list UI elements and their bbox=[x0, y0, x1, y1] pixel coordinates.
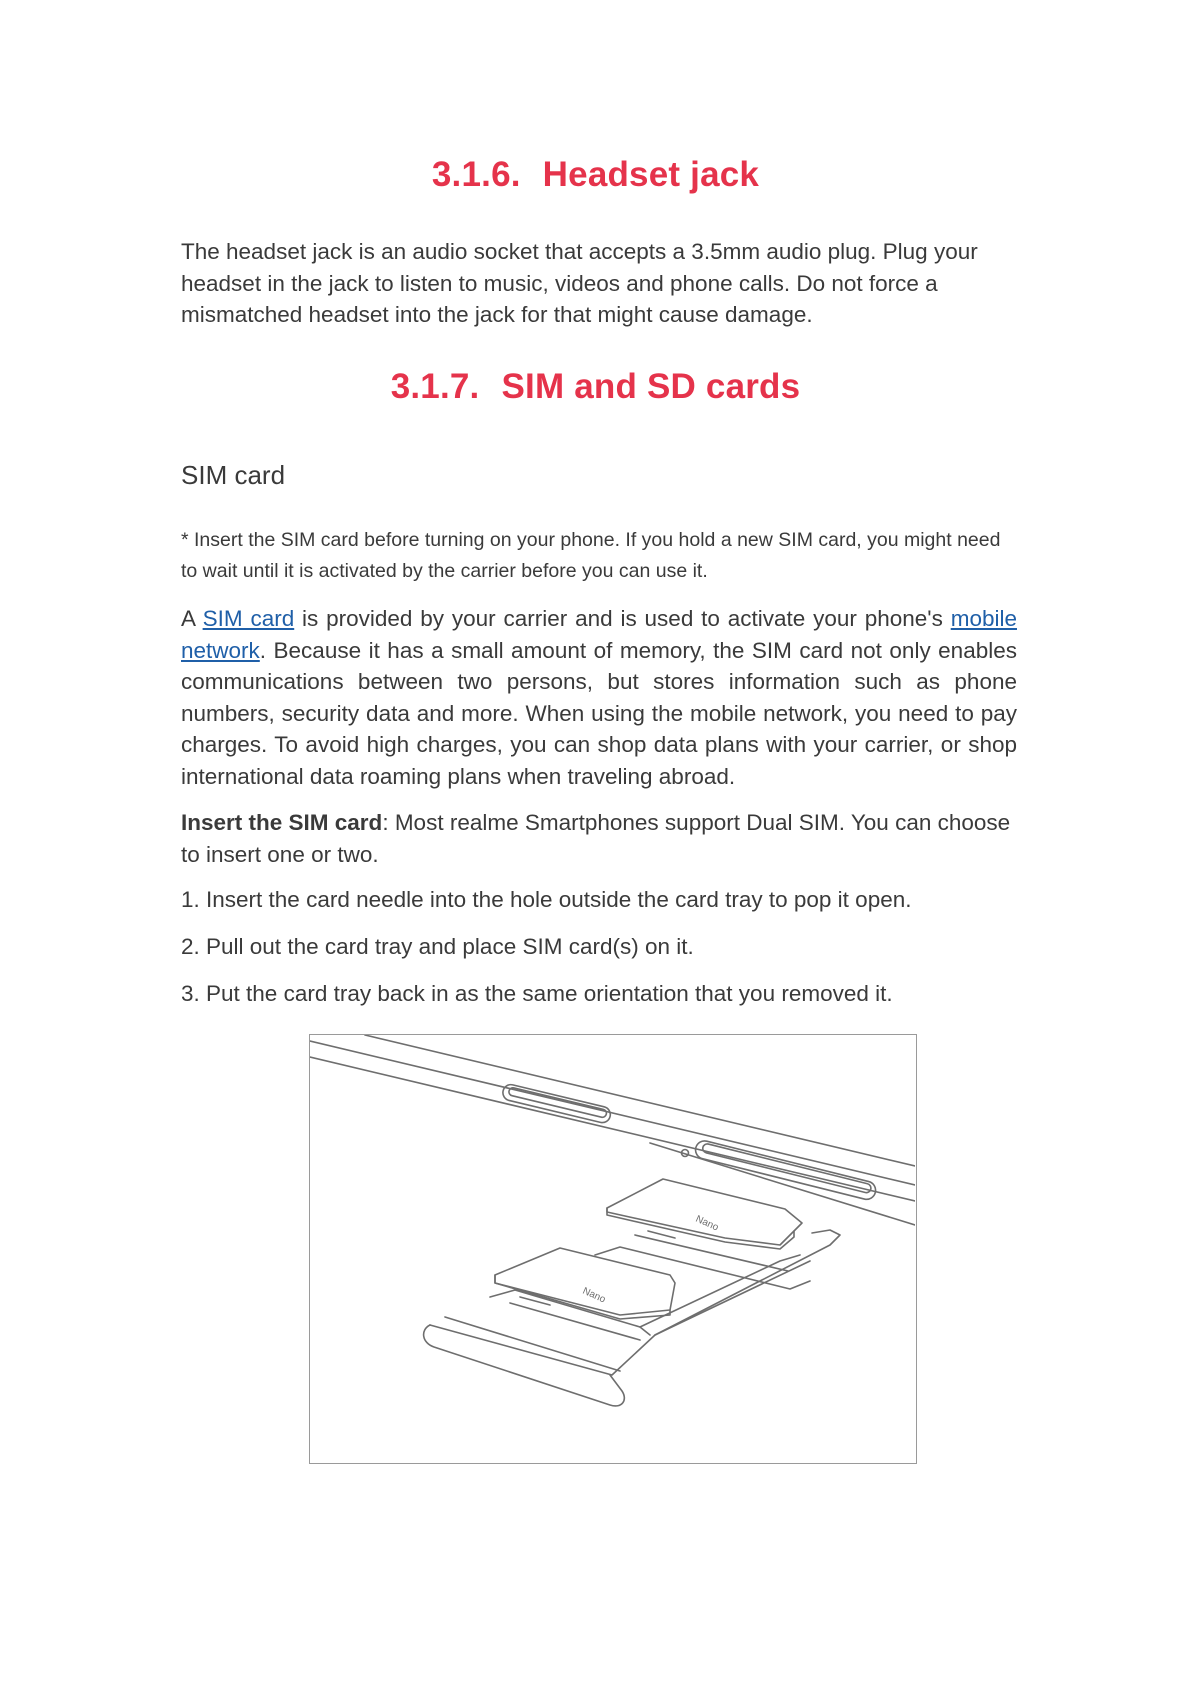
heading-sim-sd-cards bbox=[0, 367, 1191, 407]
section-number: 3.1.7. bbox=[390, 367, 480, 406]
card-label-1: Nano bbox=[580, 1285, 608, 1306]
section-title: Headset jack bbox=[542, 155, 760, 194]
section-title: SIM and SD cards bbox=[501, 367, 801, 406]
sim-card-note: * Insert the SIM card before turning on your phone. If you hold a new SIM card, you might need to wait until it is activated by the carrier before you can use it. bbox=[181, 529, 1001, 582]
section-number: 3.1.6. bbox=[431, 155, 521, 194]
network-link-part: network bbox=[181, 637, 260, 663]
text-rest: . Because it has a small amount of memory, the SIM card not only enables communications between two persons, but stores information such as phone numbers, security data and more. When using the mobile network, you need to pay charges. To avoid high charges, you can shop data plans with your carrier, or shop international data roaming plans when traveling abroad. bbox=[181, 637, 1017, 789]
tray-handle bbox=[424, 1325, 625, 1406]
sim-card-link[interactable]: SIM card bbox=[202, 606, 295, 631]
headset-jack-paragraph: The headset jack is an audio socket that accepts a 3.5mm audio plug. Plug your headset in the jack to listen to music, videos and phone calls. Do not force a mismatched headset into the jack for that might cause damage. bbox=[181, 239, 978, 327]
tray-divider bbox=[655, 1261, 810, 1335]
sim-card-subheading: SIM card bbox=[181, 460, 286, 490]
card-label-2: Nano bbox=[693, 1213, 721, 1234]
phone-edge-line bbox=[310, 1041, 915, 1185]
text-prefix: A bbox=[181, 606, 203, 631]
nano-sim-card-1 bbox=[495, 1248, 675, 1315]
insert-sim-paragraph bbox=[181, 807, 1017, 870]
insert-sim-text: : Most realme Smartphones support Dual SIM. You can choose to insert one or two. bbox=[181, 810, 1011, 867]
phone-edge-line bbox=[365, 1035, 915, 1166]
heading-headset-jack bbox=[0, 155, 1191, 195]
step-2: 2. Pull out the card tray and place SIM card(s) on it. bbox=[181, 934, 694, 959]
insert-sim-label: Insert the SIM card bbox=[181, 810, 383, 835]
step-1: 1. Insert the card needle into the hole outside the card tray to pop it open. bbox=[181, 887, 912, 912]
text-middle: is provided by your carrier and is used to activate your phone's bbox=[294, 606, 951, 631]
phone-edge-line bbox=[310, 1057, 915, 1201]
sim-card-paragraph bbox=[181, 603, 1017, 792]
tray-edge bbox=[445, 1317, 620, 1371]
tray-slot-line bbox=[648, 1231, 675, 1238]
mobile-link-part: mobile bbox=[950, 606, 1017, 631]
sim-tray-illustration bbox=[309, 1034, 917, 1464]
step-3: 3. Put the card tray back in as the same orientation that you removed it. bbox=[181, 981, 893, 1006]
